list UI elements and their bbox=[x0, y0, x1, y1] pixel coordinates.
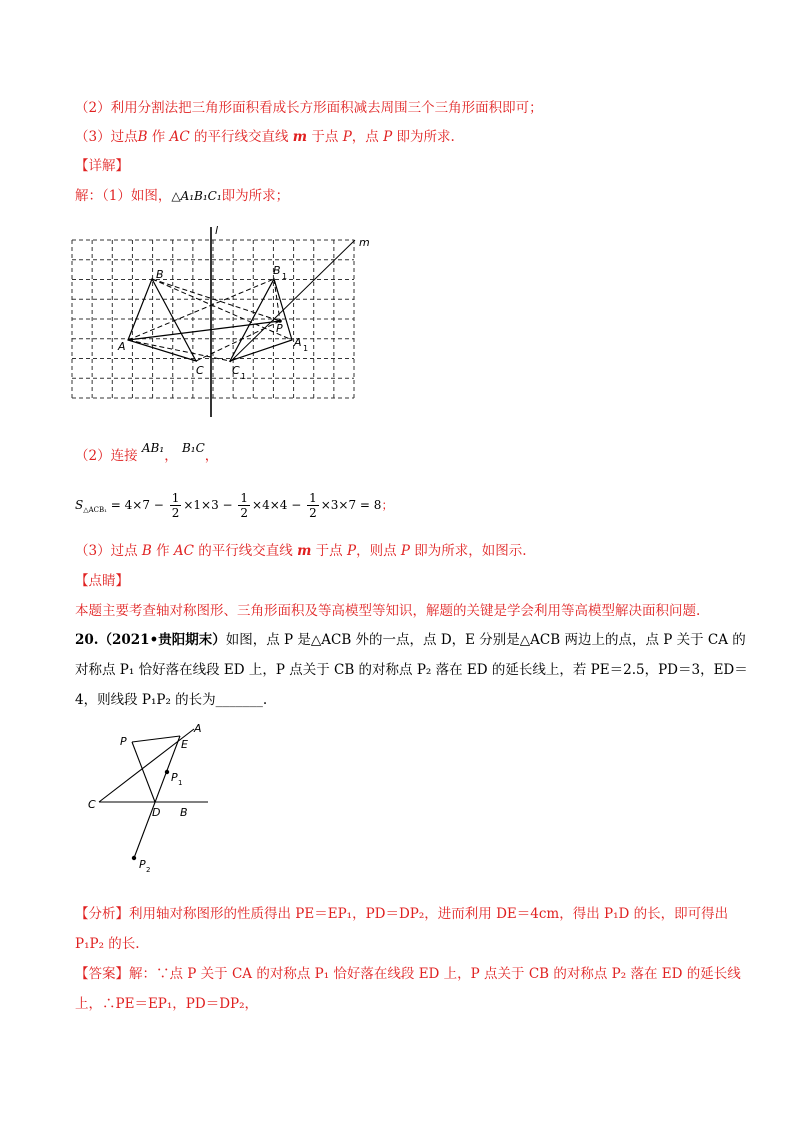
math-var: P bbox=[400, 543, 410, 559]
math-var: P bbox=[383, 129, 393, 145]
text: ，点 bbox=[351, 129, 384, 145]
text: ， bbox=[204, 448, 219, 464]
triangle-symbol: △A₁B₁C₁ bbox=[171, 189, 222, 203]
question-20-line2: 对称点 P₁ 恰好落在线段 ED 上，P 点关于 CB 的对称点 P₂ 落在 ED 的延长线上，若 PE＝2.5，PD＝3，ED＝ bbox=[75, 662, 748, 678]
segment-pe bbox=[132, 736, 180, 742]
text: 的平行线交直线 bbox=[194, 543, 298, 559]
label-b1-sub: 1 bbox=[282, 272, 288, 281]
text: = 4×7 − bbox=[106, 498, 168, 512]
area-subscript: △ACB₁ bbox=[83, 506, 107, 514]
label-b: B bbox=[156, 268, 164, 281]
triangle-figure bbox=[82, 718, 222, 878]
denominator: 2 bbox=[309, 506, 317, 520]
text: 即为所求. bbox=[392, 129, 455, 145]
text: 于点 bbox=[307, 129, 343, 145]
segment-ep2 bbox=[134, 736, 183, 858]
question-20-line3: 4，则线段 P₁P₂ 的长为_______. bbox=[75, 692, 268, 708]
math-var: B bbox=[141, 543, 152, 559]
text: 作 bbox=[147, 129, 170, 145]
text: 解：（1）如图， bbox=[75, 188, 172, 204]
text: 于点 bbox=[311, 543, 347, 559]
label-a: A bbox=[118, 340, 126, 353]
label-a1-sub: 1 bbox=[303, 344, 309, 353]
segment-ab1: AB₁ bbox=[141, 441, 165, 455]
label-l: l bbox=[215, 224, 219, 237]
label-c1-sub: 1 bbox=[241, 372, 247, 381]
area-symbol: S bbox=[75, 498, 84, 512]
text: （2）连接 bbox=[75, 448, 138, 464]
triangle-a1b1c1 bbox=[230, 279, 292, 361]
answer-heading: 【答案】 bbox=[75, 966, 129, 982]
numerator: 1 bbox=[309, 491, 317, 505]
label-a: A bbox=[194, 722, 202, 735]
segment-pd bbox=[132, 742, 155, 802]
label-d: D bbox=[152, 806, 161, 819]
question-source: （2021•贵阳期末） bbox=[98, 632, 226, 648]
analysis-heading: 【分析】 bbox=[75, 906, 129, 922]
label-p2-sub: 2 bbox=[146, 866, 151, 874]
analysis-text: 利用轴对称图形的性质得出 PE＝EP₁，PD＝DP₂，进而利用 DE＝4cm，得出 P₁D 的长，即可得出 bbox=[129, 906, 729, 922]
step2-hint: （2）利用分割法把三角形面积看成长方形面积减去周围三个三角形面积即可； bbox=[75, 100, 543, 116]
question-text: 如图，点 P 是△ACB 外的一点，点 D，E 分别是△ACB 两边上的点，点 P 关于 CA 的 bbox=[225, 632, 746, 648]
answer-line1 bbox=[75, 964, 741, 984]
math-var: AC bbox=[173, 543, 194, 559]
answer-line2: 上，∴PE＝EP₁，PD＝DP₂， bbox=[75, 996, 259, 1012]
solution-3 bbox=[75, 541, 527, 561]
label-p: P bbox=[276, 322, 283, 335]
line-m bbox=[230, 240, 355, 362]
label-a1: A bbox=[294, 336, 302, 349]
comment-text: 本题主要考查轴对称图形、三角形面积及等高模型等知识，解题的关键是学会利用等高模型解决面积问题. bbox=[75, 603, 701, 619]
label-b: B bbox=[180, 806, 188, 819]
text: ×4×4 − bbox=[252, 498, 306, 512]
point-p2-dot bbox=[132, 856, 136, 860]
math-var: B bbox=[137, 129, 148, 145]
analysis-line2: P₁P₂ 的长. bbox=[75, 936, 140, 952]
analysis-line1 bbox=[75, 904, 728, 924]
fraction bbox=[170, 491, 182, 520]
text: 即为所求，如图示. bbox=[409, 543, 527, 559]
text: ， bbox=[164, 448, 178, 464]
text: （3）过点 bbox=[75, 129, 138, 145]
denominator: 2 bbox=[240, 506, 249, 520]
text: ； bbox=[381, 498, 394, 512]
question-number: 20. bbox=[75, 632, 99, 648]
label-m: m bbox=[359, 236, 370, 249]
label-e: E bbox=[181, 738, 188, 751]
label-p1-sub: 1 bbox=[178, 779, 183, 787]
text: 即为所求； bbox=[221, 188, 290, 204]
text: （3）过点 bbox=[75, 543, 142, 559]
label-c: C bbox=[196, 364, 204, 377]
segment-b1c: B₁C bbox=[181, 441, 205, 455]
comment-heading: 【点睛】 bbox=[75, 573, 129, 589]
fraction bbox=[307, 491, 319, 520]
math-var: AC bbox=[169, 129, 190, 145]
text: ×3×7 = 8 bbox=[320, 498, 382, 512]
step3-hint bbox=[75, 127, 455, 147]
text: 作 bbox=[151, 543, 174, 559]
area-formula bbox=[75, 488, 393, 527]
label-p: P bbox=[120, 735, 127, 748]
detail-heading: 【详解】 bbox=[75, 158, 129, 174]
label-c: C bbox=[88, 798, 96, 811]
numerator: 1 bbox=[171, 491, 180, 505]
label-p2: P bbox=[139, 858, 146, 871]
point-p1-dot bbox=[165, 770, 169, 774]
question-20-line1 bbox=[75, 630, 746, 650]
grid-figure bbox=[68, 222, 378, 418]
text: 的平行线交直线 bbox=[189, 129, 293, 145]
fraction bbox=[238, 491, 250, 520]
math-var: P bbox=[342, 129, 352, 145]
label-b1: B bbox=[273, 264, 281, 277]
label-c1: C bbox=[232, 364, 240, 377]
math-var: m bbox=[292, 129, 308, 145]
dashed-grid bbox=[72, 240, 354, 398]
denominator: 2 bbox=[171, 506, 180, 520]
triangle-abc bbox=[128, 279, 196, 361]
solution-1 bbox=[75, 186, 289, 206]
label-p1: P bbox=[171, 771, 178, 784]
text: ×1×3 − bbox=[183, 498, 237, 512]
math-var: P bbox=[346, 543, 357, 559]
math-var: m bbox=[297, 543, 312, 559]
text: ，则点 bbox=[356, 543, 401, 559]
numerator: 1 bbox=[240, 491, 249, 505]
answer-text: 解：∵点 P 关于 CA 的对称点 P₁ 恰好落在线段 ED 上，P 点关于 CB 的对称点 P₂ 落在 ED 的延长线 bbox=[129, 966, 741, 982]
solution-2 bbox=[75, 441, 219, 466]
